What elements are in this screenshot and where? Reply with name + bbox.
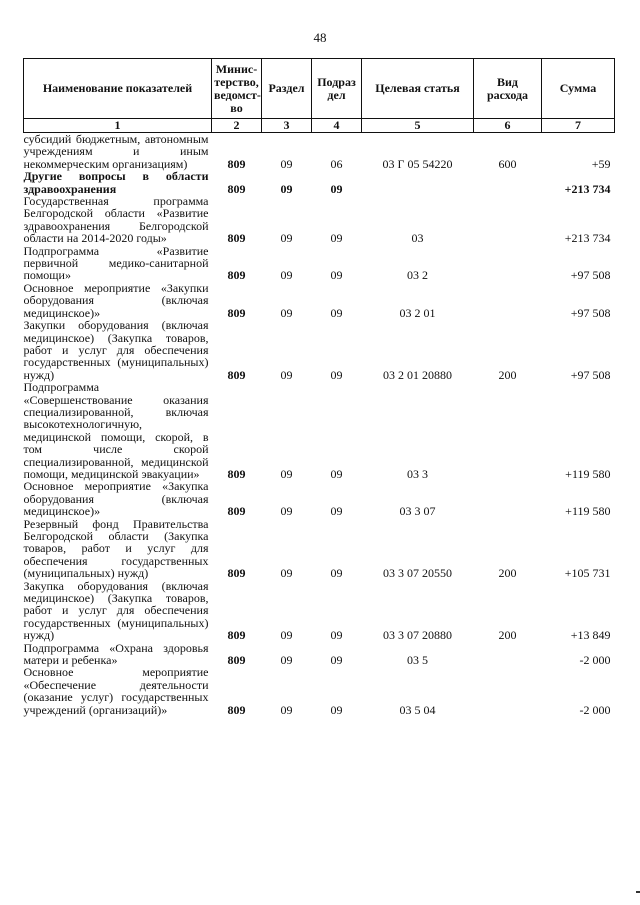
- row-ministry: 809: [227, 156, 246, 171]
- table-row: [24, 245, 615, 282]
- table-row: [24, 195, 615, 245]
- row-ministry: 809: [227, 504, 246, 519]
- row-section: 09: [280, 466, 293, 481]
- column-header-name: Наименование показателей: [24, 59, 212, 119]
- row-subsection: 09: [330, 653, 343, 668]
- column-header-ministry: Минис-терство, ведомст-во: [212, 59, 262, 119]
- table-row: [24, 580, 615, 642]
- row-subsection: 09: [330, 628, 343, 643]
- scan-mark: [636, 891, 640, 893]
- row-subsection: 09: [330, 181, 343, 196]
- row-section: 09: [280, 156, 293, 171]
- row-expense-type: [474, 195, 542, 245]
- column-number-row: [24, 119, 615, 133]
- row-expense-type: [474, 666, 542, 716]
- column-header-amount: Сумма: [542, 59, 615, 119]
- row-subsection: 09: [330, 702, 343, 717]
- row-name: Основное мероприятие «Обеспечение деятельности (оказание услуг) государственных учреждений (организаций)»: [23, 665, 209, 717]
- row-amount: -2 000: [579, 702, 611, 717]
- row-name: Государственная программа Белгородской области «Развитие здравоохранения Белгородской области на 2014-2020 годы»: [23, 194, 209, 246]
- row-target-article: 03 3 07 20880: [383, 628, 452, 643]
- row-target-article: 03 3: [407, 466, 428, 481]
- row-target-article: 03 2 01: [399, 305, 436, 320]
- row-section: 09: [280, 268, 293, 283]
- row-name: Подпрограмма «Развитие первичной медико-санитарной помощи»: [23, 243, 209, 283]
- row-subsection: 06: [330, 156, 343, 171]
- row-target-article: 03 2 01 20880: [383, 367, 452, 382]
- row-ministry: 809: [227, 181, 246, 196]
- column-header-target-article: Целевая статья: [362, 59, 474, 119]
- column-number: 1: [24, 119, 212, 133]
- row-section: 09: [280, 181, 293, 196]
- row-expense-type: [474, 381, 542, 480]
- row-section: 09: [280, 628, 293, 643]
- row-subsection: 09: [330, 305, 343, 320]
- row-subsection: 09: [330, 466, 343, 481]
- row-expense-type: 600: [498, 156, 517, 171]
- row-target-article: 03 Г 05 54220: [382, 156, 453, 171]
- row-amount: +119 580: [565, 466, 611, 481]
- column-header-expense-type: Вид расхода: [474, 59, 542, 119]
- column-number: 5: [362, 119, 474, 133]
- page-number: 48: [313, 30, 327, 45]
- row-name: Резервный фонд Правительства Белгородской области (Закупка товаров, работ и услуг для обеспечения государственных (муниципальных) нужд): [23, 516, 209, 581]
- budget-table: [23, 58, 615, 716]
- column-number: 6: [474, 119, 542, 133]
- row-amount: +213 734: [564, 181, 611, 196]
- row-expense-type: [474, 245, 542, 282]
- table-row: [24, 518, 615, 580]
- row-name: Основное мероприятие «Закупки оборудования (включая медицинское)»: [23, 280, 209, 320]
- row-subsection: 09: [330, 504, 343, 519]
- row-amount: -2 000: [579, 653, 611, 668]
- row-subsection: 09: [330, 231, 343, 246]
- row-target-article: [362, 170, 474, 195]
- table-row: [24, 642, 615, 667]
- row-name: субсидий бюджетным, автономным учреждениям и иным некоммерческим организациям): [23, 132, 209, 171]
- row-target-article: 03 3 07: [399, 504, 436, 519]
- row-ministry: 809: [227, 305, 246, 320]
- row-amount: +13 849: [570, 628, 611, 643]
- row-ministry: 809: [227, 367, 246, 382]
- row-name: Основное мероприятие «Закупка оборудования (включая медицинское)»: [23, 479, 209, 519]
- row-target-article: 03: [411, 231, 424, 246]
- row-ministry: 809: [227, 466, 246, 481]
- row-target-article: 03 5: [407, 653, 428, 668]
- row-amount: +97 508: [570, 367, 611, 382]
- row-name: Подпрограмма «Охрана здоровья матери и ребенка»: [23, 640, 209, 668]
- row-amount: +59: [591, 156, 611, 171]
- row-expense-type: [474, 480, 542, 517]
- column-header-subsection: Подраз дел: [312, 59, 362, 119]
- row-amount: +213 734: [564, 231, 611, 246]
- row-section: 09: [280, 702, 293, 717]
- column-header-section: Раздел: [262, 59, 312, 119]
- column-number: 2: [212, 119, 262, 133]
- row-name: Закупки оборудования (включая медицинское) (Закупка товаров, работ и услуг для обеспечения государственных (муниципальных) нужд): [23, 318, 209, 382]
- row-section: 09: [280, 653, 293, 668]
- row-amount: +119 580: [565, 504, 611, 519]
- column-number: 7: [542, 119, 615, 133]
- table-body: [24, 133, 615, 717]
- row-ministry: 809: [227, 628, 246, 643]
- row-expense-type: [474, 170, 542, 195]
- column-number: 3: [262, 119, 312, 133]
- row-expense-type: 200: [498, 367, 517, 382]
- row-expense-type: 200: [498, 566, 517, 581]
- row-amount: +97 508: [570, 268, 611, 283]
- table-row: [24, 480, 615, 517]
- row-section: 09: [280, 504, 293, 519]
- row-amount: +105 731: [564, 566, 611, 581]
- row-amount: +97 508: [570, 305, 611, 320]
- row-expense-type: [474, 282, 542, 319]
- table-row: [24, 170, 615, 195]
- row-ministry: 809: [227, 268, 246, 283]
- row-expense-type: [474, 642, 542, 667]
- table-row: [24, 319, 615, 381]
- row-expense-type: 200: [498, 628, 517, 643]
- row-section: 09: [280, 367, 293, 382]
- column-number: 4: [312, 119, 362, 133]
- row-target-article: 03 3 07 20550: [383, 566, 452, 581]
- row-target-article: 03 2: [407, 268, 428, 283]
- row-name: Закупка оборудования (включая медицинское) (Закупка товаров, работ и услуг для обеспечения государственных (муниципальных) нужд): [23, 578, 209, 643]
- row-target-article: 03 5 04: [399, 702, 436, 717]
- row-ministry: 809: [227, 653, 246, 668]
- table-header-row: [24, 59, 615, 119]
- row-ministry: 809: [227, 702, 246, 717]
- row-section: 09: [280, 566, 293, 581]
- table-row: [24, 133, 615, 171]
- row-section: 09: [280, 231, 293, 246]
- row-section: 09: [280, 305, 293, 320]
- row-subsection: 09: [330, 268, 343, 283]
- table-row: [24, 282, 615, 319]
- row-ministry: 809: [227, 231, 246, 246]
- table-row: [24, 381, 615, 480]
- row-subsection: 09: [330, 566, 343, 581]
- row-subsection: 09: [330, 367, 343, 382]
- row-name: Другие вопросы в области здравоохранения: [23, 169, 209, 196]
- table-row: [24, 666, 615, 716]
- row-ministry: 809: [227, 566, 246, 581]
- row-name: Подпрограмма «Совершенствование оказания специализированной, включая высокотехнологичную, медицинской помощи, скорой, в том числе скорой специализированной, медицинской помощи, медицинской эвакуации»: [23, 380, 209, 481]
